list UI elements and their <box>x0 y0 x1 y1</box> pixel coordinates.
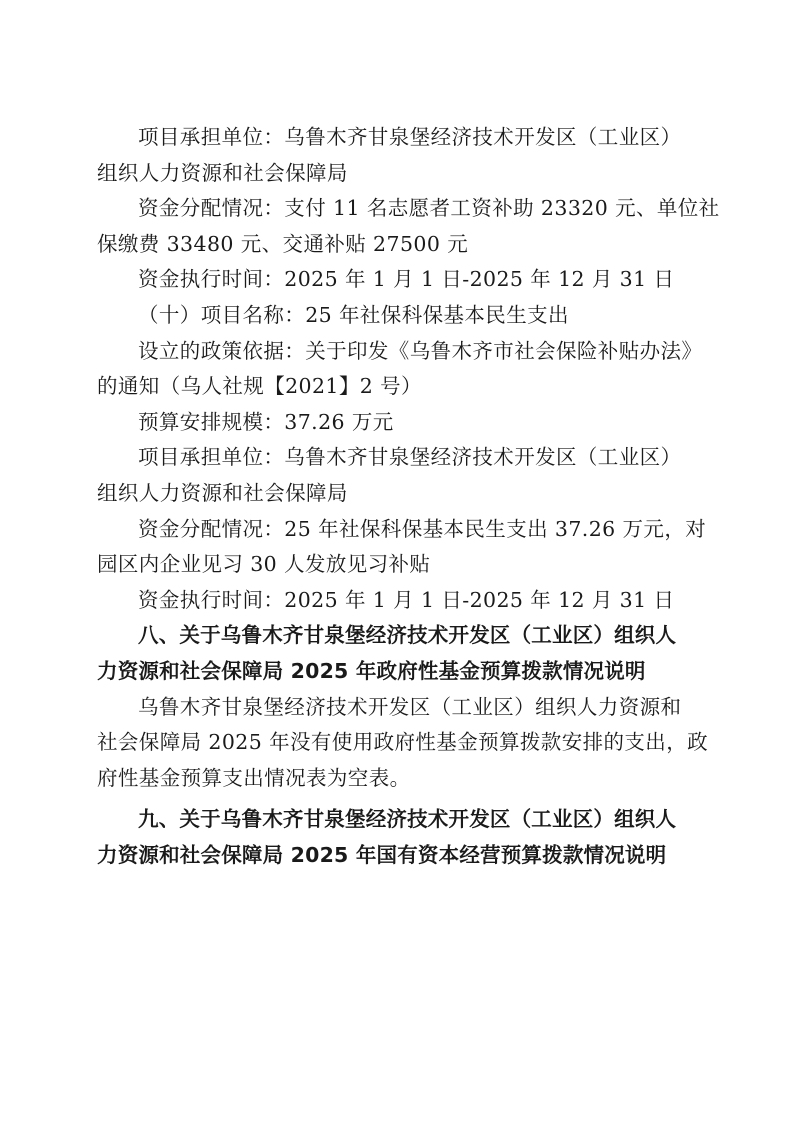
project-undertaker-line-2: 组织人力资源和社会保障局 <box>97 480 348 505</box>
project-undertaker-line-1: 项目承担单位：乌鲁木齐甘泉堡经济技术开发区（工业区） <box>138 445 682 470</box>
policy-basis-line-1: 设立的政策依据：关于印发《乌鲁木齐市社会保险补贴办法》 <box>138 338 703 363</box>
section-heading-8-line-1: 八、关于乌鲁木齐甘泉堡经济技术开发区（工业区）组织人 <box>138 623 677 648</box>
section-heading-8-line-2: 力资源和社会保障局 2025 年政府性基金预算拨款情况说明 <box>97 658 646 683</box>
budget-scale: 预算安排规模：37.26 万元 <box>138 409 394 434</box>
fund-allocation-line-2: 园区内企业见习 30 人发放见习补贴 <box>97 552 431 577</box>
project-undertaker-line-1: 项目承担单位：乌鲁木齐甘泉堡经济技术开发区（工业区） <box>138 125 682 149</box>
section-8-body-line-2: 社会保障局 2025 年没有使用政府性基金预算拨款安排的支出，政 <box>97 730 709 755</box>
document-body <box>97 120 720 873</box>
fund-execution-time: 资金执行时间：2025 年 1 月 1 日-2025 年 12 月 31 日 <box>138 267 675 292</box>
section-8-body-line-1: 乌鲁木齐甘泉堡经济技术开发区（工业区）组织人力资源和 <box>138 694 682 719</box>
fund-execution-time: 资金执行时间：2025 年 1 月 1 日-2025 年 12 月 31 日 <box>138 587 675 612</box>
fund-allocation-line-1: 资金分配情况：支付 11 名志愿者工资补助 23320 元、单位社 <box>138 196 720 221</box>
section-heading-9-line-1: 九、关于乌鲁木齐甘泉堡经济技术开发区（工业区）组织人 <box>138 807 677 832</box>
project-name: （十）项目名称：25 年社保科保基本民生支出 <box>138 302 569 327</box>
fund-allocation-line-1: 资金分配情况：25 年社保科保基本民生支出 37.26 万元，对 <box>138 516 707 541</box>
project-undertaker-line-2: 组织人力资源和社会保障局 <box>97 160 348 185</box>
fund-allocation-line-2: 保缴费 33480 元、交通补贴 27500 元 <box>97 231 469 256</box>
section-8-body-line-3: 府性基金预算支出情况表为空表。 <box>97 765 411 790</box>
policy-basis-line-2: 的通知（乌人社规【2021】2 号） <box>97 374 422 399</box>
section-heading-9-line-2: 力资源和社会保障局 2025 年国有资本经营预算拨款情况说明 <box>97 842 667 867</box>
